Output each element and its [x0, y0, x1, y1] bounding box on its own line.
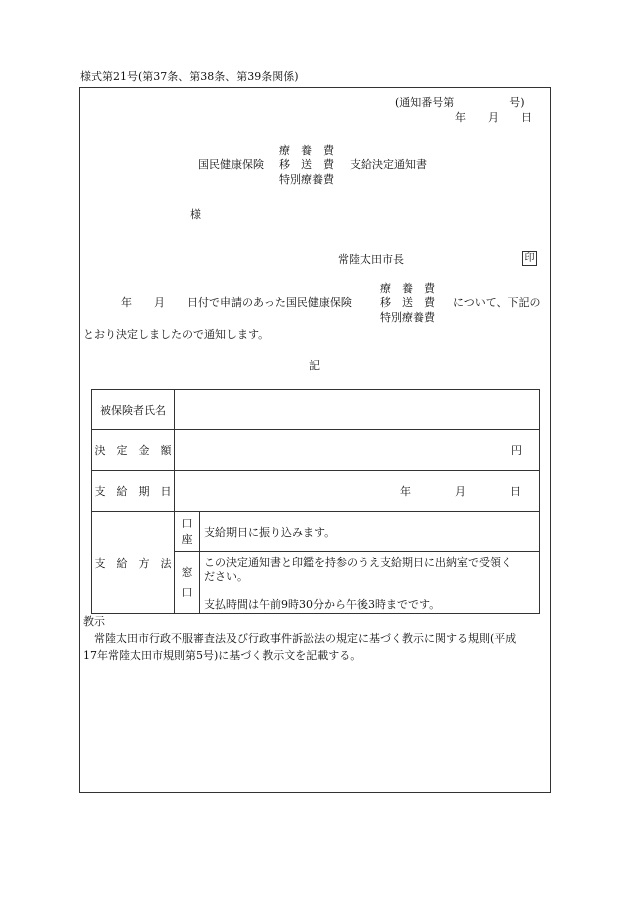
issuer-name: 常陸太田市長 [338, 253, 404, 266]
koza-char-1: 口 [181, 516, 193, 530]
koza-text: 支給期日に振り込みます。 [200, 512, 540, 552]
row-insured-name [92, 390, 540, 430]
recipient-sama: 様 [190, 208, 201, 221]
madoguchi-text-line2: ださい。 [204, 570, 248, 583]
body-line2: とおり決定しましたので通知します。 [83, 328, 270, 341]
notice-number: (通知番号第 号) [395, 96, 525, 109]
amount-label: 決 定 金 額 [92, 430, 175, 471]
body-item-ryoyohi: 療 養 費 [380, 282, 435, 295]
title-item-isouhi: 移 送 費 [279, 158, 334, 171]
madoguchi-label [175, 552, 200, 614]
title-prefix: 国民健康保険 [198, 158, 264, 171]
payment-date-value: 年 月 日 [175, 471, 540, 512]
payment-date-label: 支 給 期 日 [92, 471, 175, 512]
insured-name-label: 被保険者氏名 [92, 390, 175, 430]
notes-heading: 教示 [83, 615, 105, 628]
madoguchi-char-1: 窓 [181, 565, 193, 579]
body-suffix: について、下記の [453, 296, 541, 309]
notes-line1: 常陸太田市行政不服審査法及び行政事件訴訟法の規定に基づく教示に関する規則(平成 [94, 632, 517, 645]
payment-method-label: 支 給 方 法 [92, 512, 175, 614]
row-amount [92, 430, 540, 471]
ki-heading: 記 [309, 359, 320, 372]
body-item-isouhi: 移 送 費 [380, 296, 435, 309]
title-item-ryoyohi: 療 養 費 [279, 144, 334, 157]
madoguchi-text-line1: この決定通知書と印鑑を持参のうえ支給期日に出納室で受領く [204, 556, 512, 569]
title-item-tokubetsu: 特別療養費 [279, 173, 334, 186]
title-suffix: 支給決定通知書 [350, 158, 427, 171]
seal-mark: 印 [522, 251, 537, 266]
insured-name-field [175, 390, 540, 430]
issue-date: 年 月 日 [455, 111, 532, 124]
madoguchi-char-2: 口 [181, 585, 193, 599]
notes-line2: 17年常陸太田市規則第5号)に基づく教示文を記載する。 [83, 649, 362, 662]
row-payment-date [92, 471, 540, 512]
body-date-prefix: 年 月 日付で申請のあった国民健康保険 [121, 296, 352, 309]
form-number-title: 様式第21号(第37条、第38条、第39条関係) [80, 70, 299, 83]
details-table [91, 389, 540, 614]
madoguchi-text [200, 552, 540, 614]
body-item-tokubetsu: 特別療養費 [380, 311, 435, 324]
koza-label [175, 512, 200, 552]
amount-unit: 円 [175, 430, 540, 471]
row-koza [92, 512, 540, 552]
madoguchi-text-line3: 支払時間は午前9時30分から午後3時までです。 [204, 598, 441, 611]
koza-char-2: 座 [181, 532, 193, 546]
